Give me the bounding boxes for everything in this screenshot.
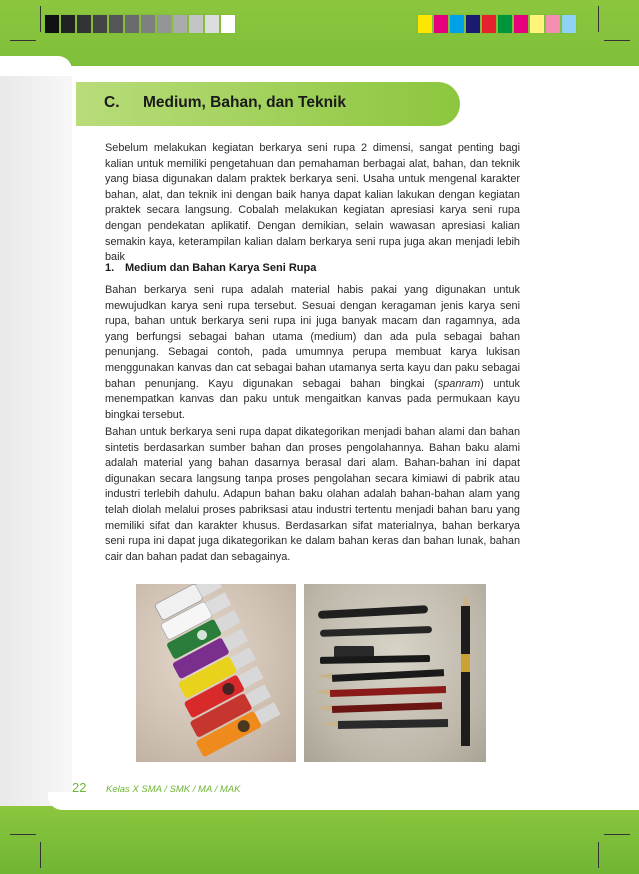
subsection-title: Medium dan Bahan Karya Seni Rupa	[125, 262, 317, 274]
color-swatch	[513, 14, 529, 34]
color-swatch	[44, 14, 60, 34]
crop-mark	[10, 834, 36, 835]
bottom-green-band	[0, 806, 639, 874]
section-heading-banner	[76, 82, 460, 126]
color-swatch	[465, 14, 481, 34]
left-margin-strip	[0, 66, 72, 808]
charcoal-and-pencils-photo	[304, 584, 486, 762]
subsection-number: 1.	[105, 262, 115, 274]
crop-mark	[10, 40, 36, 41]
color-swatch	[124, 14, 140, 34]
paragraph-1-text-end: ) untuk menempatkan kanvas dan paku untuk mengaitkan kanvas pada permukaan kayu bingkai tersebut.	[105, 377, 521, 421]
color-swatch	[76, 14, 92, 34]
color-swatch	[417, 14, 433, 34]
crop-mark	[604, 40, 630, 41]
color-swatch	[108, 14, 124, 34]
page-number: 22	[72, 780, 87, 795]
paragraph-bahan-berkarya	[105, 283, 520, 423]
crop-mark	[40, 6, 41, 32]
color-swatch	[561, 14, 577, 34]
paint-tubes-photo	[136, 584, 296, 762]
grayscale-color-bar	[44, 14, 236, 34]
paragraph-bahan-kategori: Bahan untuk berkarya seni rupa dapat dikategorikan menjadi bahan alami dan bahan sintetis berdasarkan sumber bahan dan proses pengolahannya. Bahan baku alami adalah material yang bahan dasarnya berasal dari alam. Bahan-bahan ini dapat digunakan secara langsung tanpa proses pengolahan secara kimiawi di pabrik atau industri terlebih dahulu. Adapun bahan baku olahan adalah bahan-bahan alam yang telah diolah melalui proses pabriksasi atau industri tertentu menjadi bahan baru yang memiliki sifat dan karakter khusus. Berdasarkan sifat materialnya, bahan berkarya seni rupa ini dapat juga dikategorikan ke dalam bahan keras dan bahan lunak, bahan cair dan bahan padat dan sebagainya.	[105, 426, 520, 563]
crop-mark	[40, 842, 41, 868]
color-swatch	[529, 14, 545, 34]
color-swatch	[188, 14, 204, 34]
section-title: Medium, Bahan, dan Teknik	[143, 94, 346, 111]
crop-mark	[598, 842, 599, 868]
color-swatch	[449, 14, 465, 34]
color-swatch	[60, 14, 76, 34]
color-swatch	[545, 14, 561, 34]
process-color-bar	[417, 14, 577, 34]
color-swatch	[92, 14, 108, 34]
paragraph-1-text: Bahan berkarya seni rupa adalah material habis pakai yang digunakan untuk mewujudkan karya seni rupa tersebut. Sesuai dengan keragaman jenis karya seni rupa, bahan untuk berkarya seni rupa ini juga banyak macam dan ragamnya, ada yang berfungsi sebagai bahan utama (medium) dan ada pula sebagai bahan penunjang. Sebagai contoh, pada umumnya perupa membuat karya lukisan menggunakan kanvas dan cat sebagai bahan utamanya serta kayu dan paku sebagai bahan penunjang. Kayu digunakan sebagai bahan bingkai (	[105, 284, 520, 390]
color-swatch	[497, 14, 513, 34]
paragraph-1-italic-term: spanram	[437, 377, 481, 390]
subsection-heading	[105, 262, 316, 274]
crop-mark	[604, 834, 630, 835]
top-green-band	[0, 0, 639, 66]
color-swatch	[220, 14, 236, 34]
color-swatch	[172, 14, 188, 34]
intro-paragraph: Sebelum melakukan kegiatan berkarya seni rupa 2 dimensi, sangat penting bagi kalian untuk memiliki pengetahuan dan pemahaman berbagai alat, bahan, dan teknik yang biasa digunakan dalam praktek berkarya seni. Usaha untuk mengenal karakter bahan, alat, dan teknik ini dengan baik hanya dapat kalian lakukan dengan kegiatan praktek secara langsung. Cobalah melakukan kegiatan apresiasi karya seni rupa dengan pendekatan aplikatif. Dengan demikian, selain wawasan apresiasi kalian semakin kaya, keterampilan kalian dalam berkarya seni rupa juga akan menjadi lebih baik	[105, 142, 520, 264]
book-title-footer: Kelas X SMA / SMK / MA / MAK	[106, 784, 241, 795]
paint-tubes-illustration	[136, 584, 296, 762]
left-strip-corner	[0, 56, 72, 76]
color-swatch	[156, 14, 172, 34]
color-swatch	[140, 14, 156, 34]
color-swatch	[433, 14, 449, 34]
crop-mark	[598, 6, 599, 32]
charcoal-pencils-illustration	[304, 584, 486, 762]
color-swatch	[204, 14, 220, 34]
color-swatch	[481, 14, 497, 34]
section-letter: C.	[104, 94, 120, 111]
